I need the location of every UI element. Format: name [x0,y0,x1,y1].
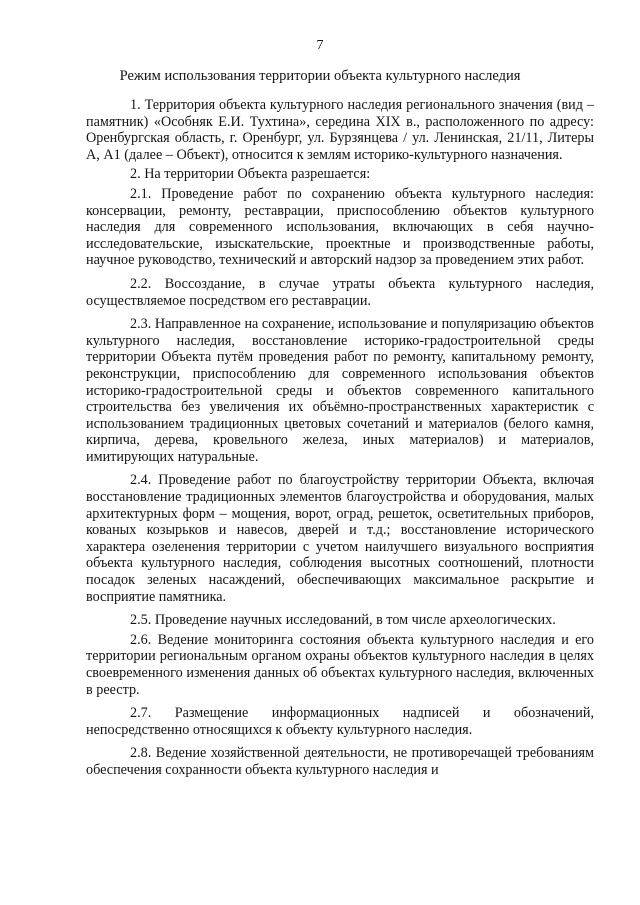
document-body [86,97,594,781]
paragraph-2-4: 2.4. Проведение работ по благоустройству территории Объекта, включая восстановление традиционных элементов благоустройства и оборудования, малых архитектурных форм – мощения, ворот, оград, решеток, осветительных приборов, кованых козырьков и навесов, дверей и т.д.; восстановление исторического характера озеленения территории с учетом наилучшего визуального восприятия объекта культурного наследия, соблюдения высотных соотношений, плотности посадок зеленых насаждений, обеспечивающих максимальное раскрытие и восприятие памятника. [86,472,594,605]
paragraph-2-5: 2.5. Проведение научных исследований, в том числе археологических. [130,612,556,629]
document-title: Режим использования территории объекта культурного наследия [119,68,521,84]
paragraph-2-6: 2.6. Ведение мониторинга состояния объекта культурного наследия и его территории региональным органом охраны объектов культурного наследия в целях своевременного изменения данных об объектах культурного наследия, включенных в реестр. [86,631,594,698]
paragraph-2-7: 2.7. Размещение информационных надписей и обозначений, непосредственно относящихся к объекту культурного наследия. [86,705,594,738]
paragraph-2: 2. На территории Объекта разрешается: [130,166,371,183]
paragraph-2-3: 2.3. Направленное на сохранение, использование и популяризацию объектов культурного наследия, восстановление историко-градостроительной среды территории Объекта путём проведения работ по ремонту, капитальному ремонту, реконструкции, приспособлению для современного использования объектов историко-градостроительной среды и объектов современного капитального строительства без увеличения их объёмно-пространственных характеристик с использованием традиционных цветовых сочетаний и материалов (белого камня, кирпича, дерева, кровельного железа, иных материалов) и материалов, имитирующих натуральные. [86,316,594,465]
paragraph-1: 1. Территория объекта культурного наследия регионального значения (вид – памятник) «Особняк Е.И. Тухтина», середина XIX в., расположенного по адресу: Оренбургская область, г. Оренбург, ул. Бурзянцева / ул. Ленинская, 21/11, Литеры А, А1 (далее – Объект), относится к землям историко-культурного назначения. [86,97,594,163]
paragraph-2-8: 2.8. Ведение хозяйственной деятельности, не противоречащей требованиям обеспечения сохранности объекта культурного наследия и [86,745,594,778]
paragraph-2-2: 2.2. Воссоздание, в случае утраты объекта культурного наследия, осуществляемое посредством его реставрации. [86,275,594,309]
page-number: 7 [316,38,324,53]
paragraph-2-1: 2.1. Проведение работ по сохранению объекта культурного наследия: консервации, ремонту, реставрации, приспособлению объектов культурного наследия для современного использования, включающих в себя научно-исследовательские, изыскательские, проектные и производственные работы, научное руководство, технический и авторский надзор за проведением этих работ. [86,185,594,269]
